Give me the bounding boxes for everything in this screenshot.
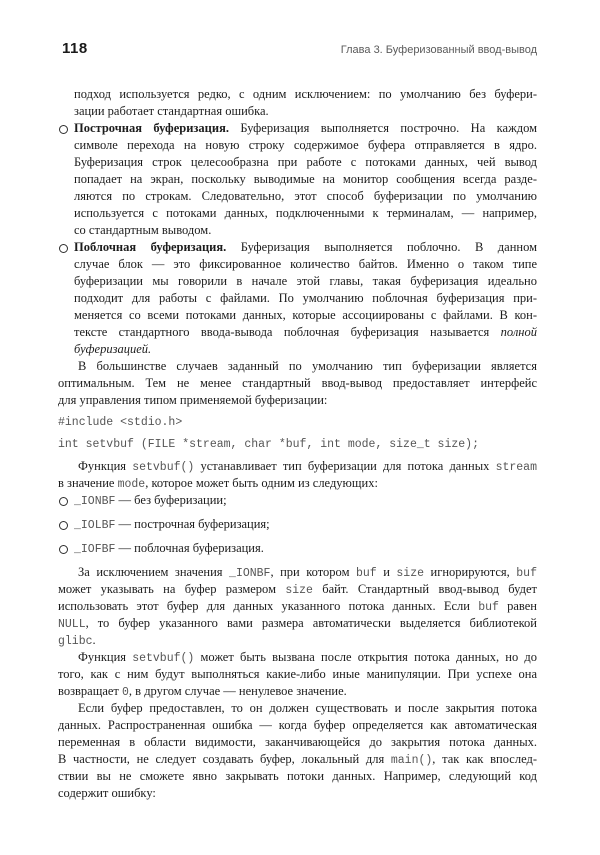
- text-line: [58, 475, 537, 492]
- text-run: .: [92, 633, 96, 647]
- circle-bullet-icon: [59, 521, 68, 530]
- text-line: [58, 717, 537, 734]
- text-line: [74, 86, 537, 103]
- text-run: буферизацией.: [74, 342, 152, 356]
- text-run: попадает на экран, поскольку выводимые на монитор сообщения всегда разде-: [74, 172, 537, 186]
- text-run: подходит для работы с файлами. По умолчанию поблочная буферизация при-: [74, 291, 537, 305]
- code-line: [58, 414, 537, 431]
- text-run: переменная в области видимости, заканчивающейся до закрытия потока данных.: [58, 735, 537, 749]
- paragraph: [74, 86, 537, 120]
- text-run: За исключением значения: [78, 565, 230, 579]
- text-run: зации работает стандартная ошибка.: [74, 104, 269, 118]
- inline-code-run: _IONBF: [229, 567, 271, 580]
- bullet-item: [58, 492, 537, 509]
- paragraph: [58, 358, 537, 409]
- text-run: Функция: [78, 650, 133, 664]
- text-run: данных. Распространенная ошибка — когда буфер определяется как автоматическая: [58, 718, 537, 732]
- text-run: возвращает: [58, 684, 123, 698]
- bullet-item: [58, 516, 537, 533]
- text-line: [74, 137, 537, 154]
- inline-code-run: buf: [478, 601, 499, 614]
- text-line: [58, 751, 537, 768]
- text-line: [74, 492, 537, 509]
- text-run: Если буфер предоставлен, то он должен существовать и после закрытия потока: [78, 701, 537, 715]
- text-line: [58, 564, 537, 581]
- inline-code-run: main(): [390, 754, 433, 767]
- text-run: меняется со всеми потоками данных, которые ассоциированы с файлами. В кон-: [74, 308, 537, 322]
- paragraph: [58, 649, 537, 700]
- text-run: В частности, не следует создавать буфер, локальный для: [58, 752, 391, 766]
- text-line: [74, 341, 537, 358]
- text-line: [74, 154, 537, 171]
- text-line: [74, 222, 537, 239]
- text-run: игнорируются,: [424, 565, 517, 579]
- text-run: — без буферизации;: [115, 493, 227, 507]
- text-line: [58, 683, 537, 700]
- text-run: символе перехода на новую строку содержимое буфера отправляется в ядро.: [74, 138, 537, 152]
- text-line: [58, 392, 537, 409]
- text-run: Буферизация строк целесообразна при работе с потоками данных, чей вывод: [74, 155, 537, 169]
- text-line: [74, 120, 537, 137]
- text-line: [74, 103, 537, 120]
- paragraph: [58, 458, 537, 492]
- inline-code-run: int setvbuf (FILE *stream, char *buf, int mode, size_t size);: [58, 438, 479, 451]
- text-line: [74, 307, 537, 324]
- inline-code-run: _IOLBF: [74, 519, 116, 532]
- paragraph: [58, 700, 537, 802]
- text-run: ствии вы не сможете явно закрывать потоки данных. Например, следующий код: [58, 769, 537, 783]
- inline-code-run: NULL: [58, 618, 86, 631]
- running-header: [58, 40, 537, 57]
- text-run: устанавливает тип буферизации для потока данных: [194, 459, 496, 473]
- inline-code-run: stream: [495, 461, 537, 474]
- text-line: [58, 649, 537, 666]
- inline-code-run: size: [285, 584, 313, 597]
- text-run: и: [376, 565, 397, 579]
- text-line: [74, 273, 537, 290]
- chapter-running-head: Глава 3. Буферизованный ввод-вывод: [340, 44, 537, 56]
- circle-bullet-icon: [59, 497, 68, 506]
- bullet-item: [58, 540, 537, 557]
- text-line: [58, 375, 537, 392]
- text-run: случае блок — это фиксированное количество байтов. Именно о таком типе: [74, 257, 537, 271]
- text-line: [58, 785, 537, 802]
- text-run: — поблочная буферизация.: [115, 541, 264, 555]
- text-line: [74, 239, 537, 256]
- text-line: [58, 581, 537, 598]
- text-run: содержит ошибку:: [58, 786, 156, 800]
- page-number: 118: [62, 40, 88, 57]
- text-line: [58, 458, 537, 475]
- text-line: [58, 700, 537, 717]
- text-line: [58, 598, 537, 615]
- text-run: для управления типом применяемой буферизации:: [58, 393, 328, 407]
- text-line: [74, 256, 537, 273]
- inline-code-run: setvbuf(): [132, 652, 195, 665]
- bullet-item: [58, 239, 537, 358]
- inline-code-run: #include <stdio.h>: [58, 416, 183, 429]
- text-run: Буферизация выполняется поблочно. В данном: [226, 240, 537, 254]
- text-run: тексте стандартного ввода-вывода поблочная буферизация называется: [74, 325, 501, 339]
- text-run: оптимальным. Тем не менее стандартный ввод-вывод предоставляет интерфейс: [58, 376, 537, 390]
- text-line: [58, 632, 537, 649]
- text-run: равен: [498, 599, 537, 613]
- inline-code-run: _IOFBF: [74, 543, 116, 556]
- text-run: буферизации мы говорили в начале этой главы, такая буферизация идеально: [74, 274, 537, 288]
- text-line: [74, 324, 537, 341]
- text-run: ляются по строкам. Следовательно, этот способ буферизации по умолчанию: [74, 189, 537, 203]
- text-run: в значение: [58, 476, 118, 490]
- bullet-item: [58, 120, 537, 239]
- text-run: Буферизация выполняется построчно. На каждом: [228, 121, 537, 135]
- inline-code-run: mode: [117, 478, 146, 491]
- text-run: , в другом случае — ненулевое значение.: [128, 684, 347, 698]
- text-line: [58, 734, 537, 751]
- text-line: [58, 666, 537, 683]
- text-run: подход используется редко, с одним исключением: по умолчанию без буфери-: [74, 87, 537, 101]
- text-run: , так как впослед-: [432, 752, 537, 766]
- text-run: используется с потоками данных, подключенными к терминалам, — например,: [74, 206, 537, 220]
- text-line: [74, 205, 537, 222]
- text-run: со стандартным выводом.: [74, 223, 212, 237]
- text-run: байт. Стандартный ввод-вывод будет: [312, 582, 537, 596]
- text-run: использовать этот буфер для данных указанного потока данных. Если: [58, 599, 479, 613]
- text-line: [74, 516, 537, 533]
- text-line: [74, 171, 537, 188]
- circle-bullet-icon: [59, 545, 68, 554]
- text-run: может указывать на буфер размером: [58, 582, 286, 596]
- text-run: В большинстве случаев заданный по умолчанию тип буферизации является: [78, 359, 537, 373]
- paragraph: [58, 564, 537, 649]
- code-line: [58, 436, 537, 453]
- text-line: [74, 290, 537, 307]
- text-line: [58, 414, 537, 431]
- text-run: того, как с ним будут выполняться какие-либо иные манипуляции. При успехе она: [58, 667, 537, 681]
- circle-bullet-icon: [59, 125, 68, 134]
- inline-code-run: 0: [122, 686, 129, 699]
- circle-bullet-icon: [59, 244, 68, 253]
- text-run: полной: [500, 325, 537, 339]
- inline-code-run: buf: [516, 567, 537, 580]
- text-line: [58, 768, 537, 785]
- inline-code-run: _IONBF: [74, 495, 116, 508]
- page-body: [58, 86, 537, 802]
- inline-code-run: setvbuf(): [132, 461, 195, 474]
- text-run: Построчная буферизация.: [74, 121, 229, 135]
- text-run: Функция: [78, 459, 133, 473]
- inline-code-run: size: [396, 567, 425, 580]
- text-run: может быть вызвана после открытия потока данных, но до: [194, 650, 537, 664]
- text-line: [58, 615, 537, 632]
- text-line: [74, 188, 537, 205]
- text-run: , то буфер указанного вами размера автоматически выделяется библиотекой: [85, 616, 537, 630]
- text-run: , которое может быть одним из следующих:: [145, 476, 378, 490]
- inline-code-run: buf: [355, 567, 377, 580]
- inline-code-run: glibc: [58, 635, 93, 648]
- text-run: Поблочная буферизация.: [74, 240, 227, 254]
- text-line: [58, 358, 537, 375]
- text-line: [74, 540, 537, 557]
- text-run: , при котором: [270, 565, 356, 579]
- text-run: — построчная буферизация;: [115, 517, 270, 531]
- text-line: [58, 436, 537, 453]
